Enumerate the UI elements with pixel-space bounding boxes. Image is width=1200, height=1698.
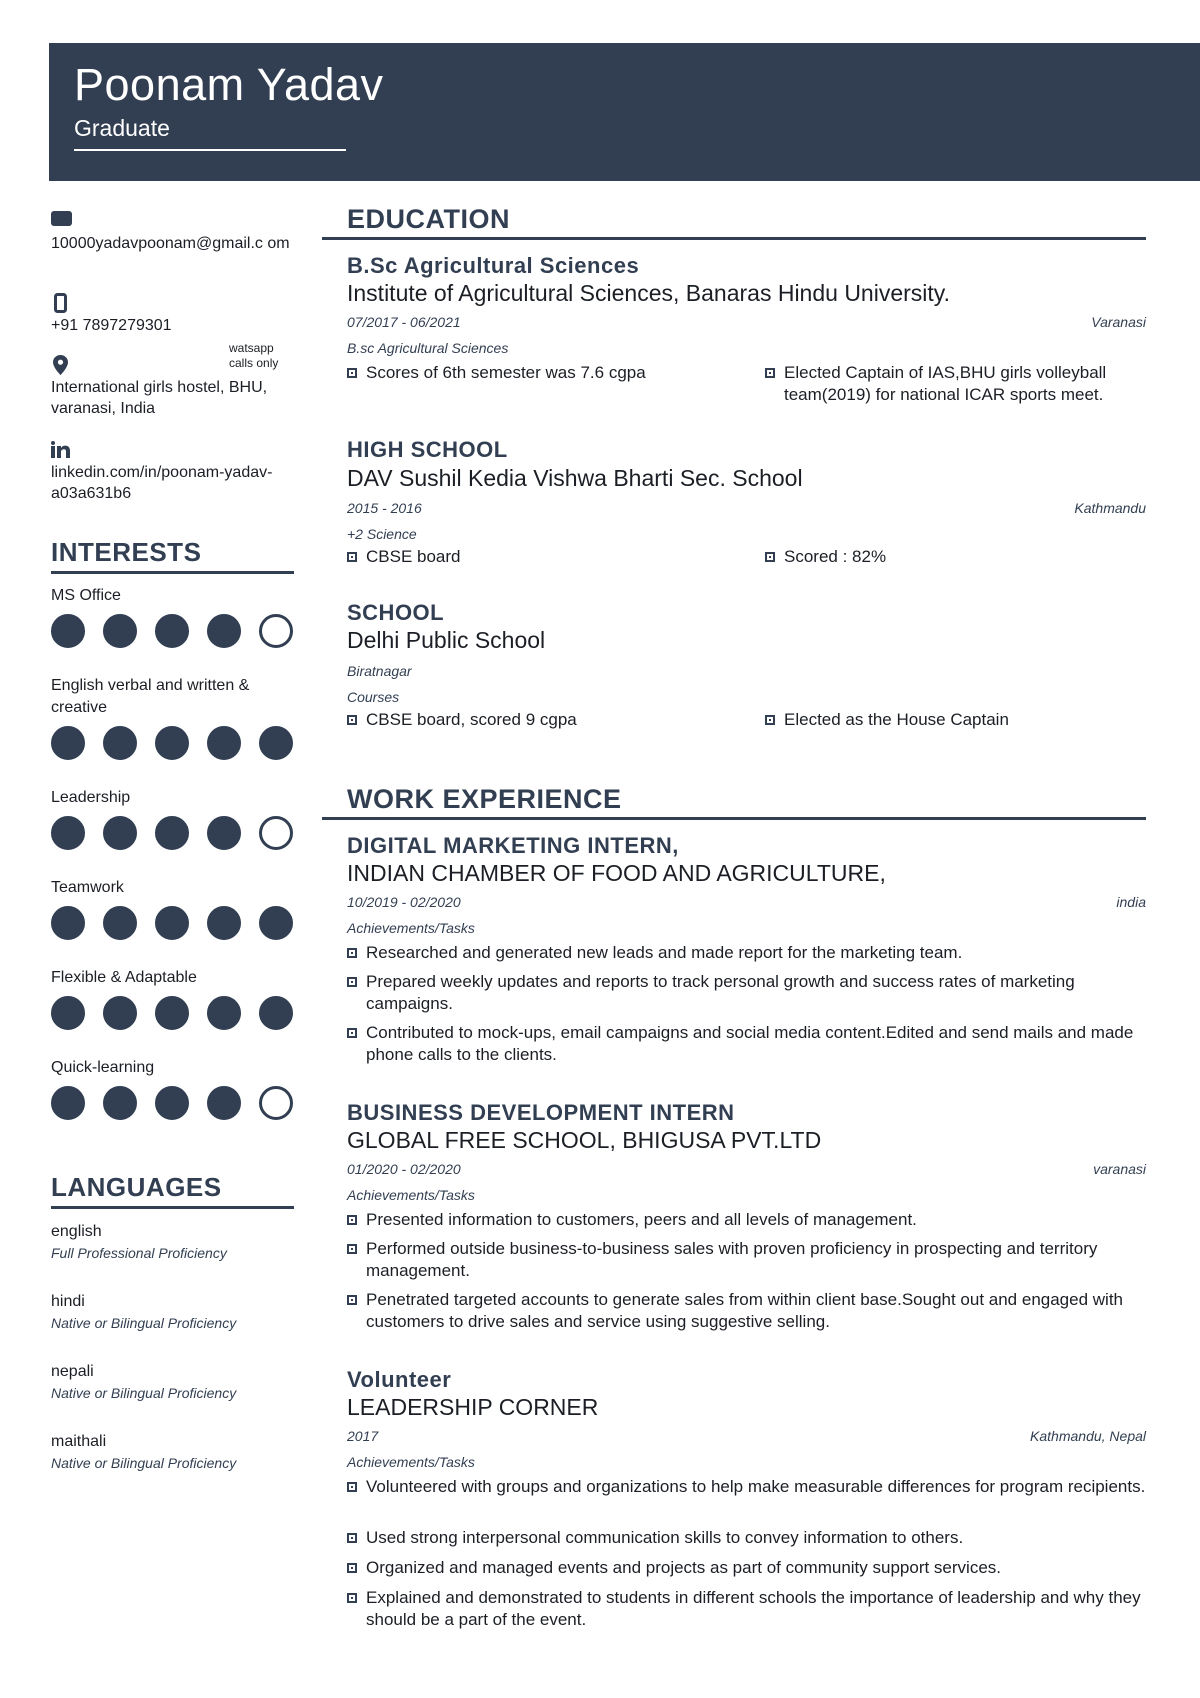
education-title: EDUCATION — [347, 204, 510, 234]
address-text: International girls hostel, BHU, varanasi, India — [51, 379, 268, 417]
interest-label: Teamwork — [51, 879, 124, 896]
language-name: nepali — [51, 1363, 94, 1380]
linkedin-text[interactable]: linkedin.com/in/poonam-yadav-a03a631b6 — [51, 464, 273, 502]
phone-icon — [54, 293, 67, 313]
work-title: WORK EXPERIENCE — [347, 784, 622, 814]
rating-dot-filled — [207, 906, 241, 940]
rating-dot-empty — [259, 1086, 293, 1120]
interest-label: English verbal and written & creative — [51, 677, 250, 716]
language-level: Native or Bilingual Proficiency — [51, 1455, 237, 1471]
candidate-role: Graduate — [74, 115, 170, 141]
rating-dot-filled — [207, 726, 241, 760]
work-bullet: Penetrated targeted accounts to generate sales from within client base.Sought out and engaged with customers to drive sales and service using suggestive selling. — [347, 1289, 1146, 1333]
rating-dot-filled — [103, 996, 137, 1030]
rating-dot-filled — [259, 906, 293, 940]
rating-dot-filled — [155, 726, 189, 760]
work-company: GLOBAL FREE SCHOOL, BHIGUSA PVT.LTD — [347, 1127, 822, 1153]
education-school: Institute of Agricultural Sciences, Banaras Hindu University. — [347, 280, 950, 306]
education-degree: SCHOOL — [347, 600, 445, 625]
language-level: Native or Bilingual Proficiency — [51, 1385, 237, 1401]
phone-text[interactable]: +91 7897279301 — [51, 317, 172, 334]
education-bullet: Scored : 82% — [765, 546, 1146, 568]
phone-note-calls: calls only — [229, 356, 279, 370]
bullet-square-icon — [347, 948, 357, 958]
location-pin-icon — [53, 355, 68, 375]
interest-label: Quick-learning — [51, 1059, 155, 1076]
education-degree: HIGH SCHOOL — [347, 437, 508, 462]
interests-divider — [51, 571, 294, 574]
rating-dot-filled — [103, 906, 137, 940]
interest-label: Leadership — [51, 789, 131, 806]
interest-rating — [51, 1086, 293, 1120]
education-bullet: Scores of 6th semester was 7.6 cgpa — [347, 362, 737, 384]
education-subtitle: B.sc Agricultural Sciences — [347, 340, 509, 356]
work-location: Kathmandu, Nepal — [1030, 1428, 1146, 1444]
education-school: Delhi Public School — [347, 627, 546, 653]
language-level: Native or Bilingual Proficiency — [51, 1315, 237, 1331]
work-bullet: Used strong interpersonal communication skills to convey information to others. — [347, 1527, 1146, 1549]
education-subtitle: +2 Science — [347, 526, 417, 542]
envelope-icon — [51, 211, 72, 226]
languages-title: LANGUAGES — [51, 1172, 222, 1202]
rating-dot-filled — [155, 906, 189, 940]
bullet-square-icon — [347, 1295, 357, 1305]
rating-dot-filled — [51, 1086, 85, 1120]
work-role: Volunteer — [347, 1367, 452, 1392]
rating-dot-filled — [155, 816, 189, 850]
education-location: Kathmandu — [1074, 500, 1146, 516]
interests-title: INTERESTS — [51, 537, 202, 567]
bullet-square-icon — [347, 1482, 357, 1492]
rating-dot-filled — [207, 614, 241, 648]
work-bullet: Volunteered with groups and organizations to help make measurable differences for program recipients. — [347, 1476, 1146, 1498]
work-bullet: Presented information to customers, peers and all levels of management. — [347, 1209, 1146, 1231]
work-location: india — [1116, 894, 1146, 910]
education-location: Varanasi — [1091, 314, 1146, 330]
work-role: BUSINESS DEVELOPMENT INTERN — [347, 1100, 735, 1125]
interest-label: MS Office — [51, 587, 121, 604]
work-company: INDIAN CHAMBER OF FOOD AND AGRICULTURE, — [347, 860, 886, 886]
rating-dot-filled — [103, 816, 137, 850]
bullet-square-icon — [347, 552, 357, 562]
work-subtitle: Achievements/Tasks — [347, 1187, 475, 1203]
education-subtitle: Courses — [347, 689, 400, 705]
language-name: maithali — [51, 1433, 107, 1450]
bullet-square-icon — [765, 715, 775, 725]
linkedin-icon — [51, 441, 70, 458]
education-degree: B.Sc Agricultural Sciences — [347, 253, 640, 278]
rating-dot-filled — [155, 1086, 189, 1120]
work-dates: 2017 — [347, 1428, 379, 1444]
rating-dot-filled — [103, 614, 137, 648]
email-text[interactable]: 10000yadavpoonam@gmail.c om — [51, 235, 290, 252]
work-bullet: Contributed to mock-ups, email campaigns and social media content.Edited and send mails and made phone calls to the clients. — [347, 1022, 1146, 1066]
rating-dot-filled — [207, 996, 241, 1030]
bullet-square-icon — [347, 368, 357, 378]
languages-divider — [51, 1206, 294, 1209]
bullet-square-icon — [347, 1593, 357, 1603]
education-bullet: Elected Captain of IAS,BHU girls volleyball team(2019) for national ICAR sports meet. — [765, 362, 1146, 406]
work-dates: 01/2020 - 02/2020 — [347, 1161, 461, 1177]
rating-dot-filled — [103, 726, 137, 760]
bullet-square-icon — [347, 1533, 357, 1543]
interest-label: Flexible & Adaptable — [51, 969, 197, 986]
phone-note-watsapp: watsapp — [229, 341, 274, 355]
bullet-square-icon — [765, 552, 775, 562]
language-name: hindi — [51, 1293, 85, 1310]
work-subtitle: Achievements/Tasks — [347, 1454, 475, 1470]
work-bullet: Organized and managed events and projects as part of community support services. — [347, 1557, 1146, 1579]
education-bullet: CBSE board — [347, 546, 737, 568]
work-bullet: Explained and demonstrated to students in different schools the importance of leadership and why they should be a part of the event. — [347, 1587, 1146, 1631]
rating-dot-filled — [103, 1086, 137, 1120]
candidate-name: Poonam Yadav — [74, 59, 384, 110]
rating-dot-filled — [51, 816, 85, 850]
rating-dot-empty — [259, 614, 293, 648]
work-subtitle: Achievements/Tasks — [347, 920, 475, 936]
rating-dot-filled — [51, 726, 85, 760]
interest-rating — [51, 816, 293, 850]
work-bullet: Researched and generated new leads and made report for the marketing team. — [347, 942, 1146, 964]
education-school: DAV Sushil Kedia Vishwa Bharti Sec. School — [347, 465, 803, 491]
rating-dot-filled — [207, 1086, 241, 1120]
work-location: varanasi — [1093, 1161, 1146, 1177]
interest-rating — [51, 726, 293, 760]
education-dates: Biratnagar — [347, 663, 412, 679]
rating-dot-filled — [155, 996, 189, 1030]
rating-dot-filled — [51, 996, 85, 1030]
rating-dot-filled — [51, 614, 85, 648]
bullet-square-icon — [765, 368, 775, 378]
header-divider — [74, 149, 346, 151]
rating-dot-filled — [155, 614, 189, 648]
work-role: DIGITAL MARKETING INTERN, — [347, 833, 679, 858]
education-divider — [322, 237, 1146, 240]
education-dates: 07/2017 - 06/2021 — [347, 314, 461, 330]
rating-dot-filled — [259, 996, 293, 1030]
language-level: Full Professional Proficiency — [51, 1245, 227, 1261]
work-divider — [322, 817, 1146, 820]
bullet-square-icon — [347, 715, 357, 725]
resume-header — [49, 43, 1200, 181]
language-name: english — [51, 1223, 102, 1240]
bullet-square-icon — [347, 1215, 357, 1225]
interest-rating — [51, 906, 293, 940]
rating-dot-filled — [51, 906, 85, 940]
education-bullet: CBSE board, scored 9 cgpa — [347, 709, 737, 731]
bullet-square-icon — [347, 977, 357, 987]
bullet-square-icon — [347, 1028, 357, 1038]
education-bullet: Elected as the House Captain — [765, 709, 1146, 731]
interest-rating — [51, 614, 293, 648]
work-dates: 10/2019 - 02/2020 — [347, 894, 461, 910]
work-bullet: Performed outside business-to-business sales with proven proficiency in prospecting and territory management. — [347, 1238, 1146, 1282]
rating-dot-filled — [259, 726, 293, 760]
work-company: LEADERSHIP CORNER — [347, 1394, 599, 1420]
rating-dot-filled — [207, 816, 241, 850]
bullet-square-icon — [347, 1563, 357, 1573]
interest-rating — [51, 996, 293, 1030]
bullet-square-icon — [347, 1244, 357, 1254]
work-bullet: Prepared weekly updates and reports to track personal growth and success rates of marketing campaigns. — [347, 971, 1146, 1015]
education-dates: 2015 - 2016 — [347, 500, 422, 516]
rating-dot-empty — [259, 816, 293, 850]
